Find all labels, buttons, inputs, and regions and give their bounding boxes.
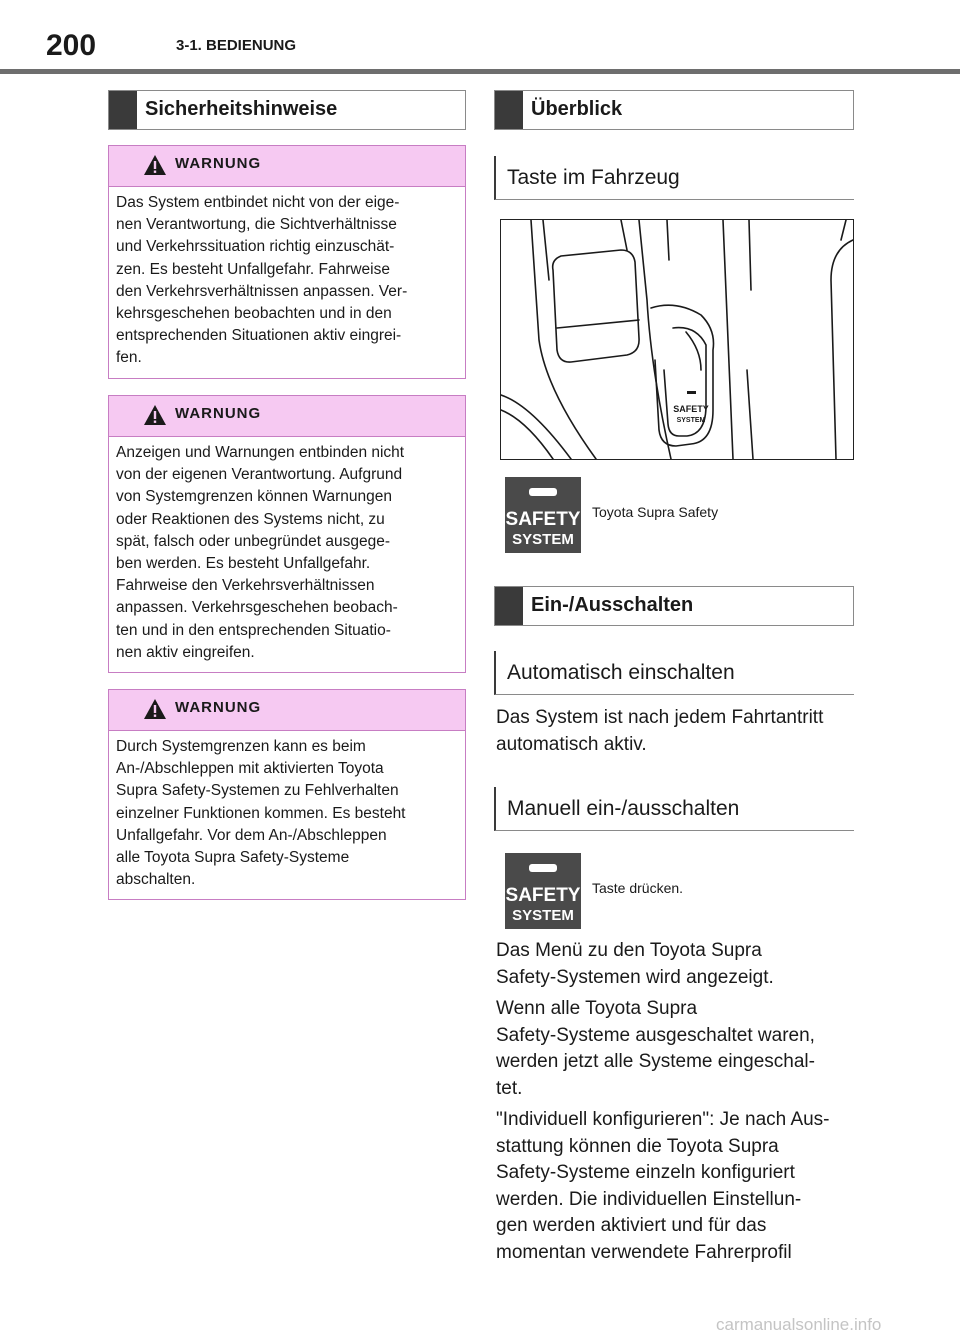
subheading-label: Automatisch einschalten (507, 661, 735, 684)
paragraph-individual: "Individuell konfigurieren": Je nach Aus- stattung können die Toyota Supra Safety-Systeme einzeln konfiguriert werden. Die individuellen Einstellun- gen werden aktiviert und für das momentan verwendete Fahrerprofil (496, 1109, 830, 1263)
page-number: 200 (46, 29, 97, 62)
heading-bar (495, 91, 523, 129)
subheading-label: Manuell ein-/ausschalten (507, 797, 740, 820)
heading-label: Überblick (531, 98, 623, 120)
photo-button-label-1: SAFETY (673, 404, 709, 414)
heading-bar (495, 587, 523, 625)
console-drawing (501, 220, 853, 459)
subheading-label: Taste im Fahrzeug (507, 166, 680, 189)
warning-label: WARNUNG (175, 155, 262, 172)
icon-text-1: SAFETY (505, 885, 581, 906)
photo-button-label-2: SYSTEM (676, 417, 706, 424)
warning-triangle-icon (143, 404, 167, 426)
icon-caption-2: Taste drücken. (592, 880, 684, 896)
warning-header (109, 396, 465, 437)
heading-label: Ein-/Ausschalten (531, 594, 694, 616)
heading-label: Sicherheitshinweise (145, 98, 338, 120)
subheading-automatisch (494, 651, 854, 695)
warning-header (109, 146, 465, 187)
icon-text-1: SAFETY (505, 509, 581, 530)
icon-text-2: SYSTEM (512, 907, 574, 924)
warning-box-3 (108, 689, 466, 900)
icon-text-2: SYSTEM (512, 531, 574, 548)
warning-triangle-icon (143, 698, 167, 720)
subheading-taste-im-fahrzeug (494, 156, 854, 200)
warning-triangle-icon (143, 154, 167, 176)
heading-bar (109, 91, 137, 129)
section-title: 3-1. BEDIENUNG (176, 37, 297, 54)
center-console-illustration (500, 219, 854, 460)
warning-label: WARNUNG (175, 405, 262, 422)
warning-box-1 (108, 145, 466, 379)
warning-header (109, 690, 465, 731)
subheading-manuell (494, 787, 854, 831)
icon-caption-1: Toyota Supra Safety (592, 504, 719, 520)
heading-sicherheitshinweise (108, 90, 466, 130)
paragraph-all-systems: Wenn alle Toyota Supra Safety-Systeme ausgeschaltet waren, werden jetzt alle Systeme eingeschal- tet. (496, 998, 815, 1099)
header-rule (0, 69, 960, 74)
watermark: carmanualsonline.info (716, 1315, 882, 1334)
heading-ueberblick (494, 90, 854, 130)
warning-text: Anzeigen und Warnungen entbinden nicht von der eigenen Verantwortung. Aufgrund von Systemgrenzen können Warnungen oder Reaktionen des Systems nicht, zu spät, falsch oder unbegründet ausgege- ben werden. Es besteht Unfallgefahr. Fahrweise den Verkehrsverhältnissen anpassen. Verkehrsgeschehen beobach- ten und in den entsprechenden Situatio- nen aktiv eingreifen. (116, 444, 405, 661)
warning-text: Durch Systemgrenzen kann es beim An-/Abschleppen mit aktivierten Toyota Supra Safety-Systemen zu Fehlverhalten einzelner Funktionen kommen. Es besteht Unfallgefahr. Vor dem An-/Abschleppen alle Toyota Supra Safety-Systeme abschalten. (116, 738, 406, 889)
warning-box-2 (108, 395, 466, 673)
safety-system-icon (505, 853, 581, 929)
safety-system-icon-graphic (505, 853, 581, 929)
warning-label: WARNUNG (175, 699, 262, 716)
auto-text: Das System ist nach jedem Fahrtantritt automatisch aktiv. (496, 707, 824, 755)
page-header (0, 0, 960, 76)
safety-system-icon (505, 477, 581, 553)
safety-system-icon-graphic (505, 477, 581, 553)
heading-ein-ausschalten (494, 586, 854, 626)
paragraph-menu: Das Menü zu den Toyota Supra Safety-Systemen wird angezeigt. (496, 940, 774, 988)
warning-text: Das System entbindet nicht von der eige- nen Verantwortung, die Sichtverhältnisse und Verkehrssituation richtig einzuschät- zen. Es besteht Unfallgefahr. Fahrweise den Verkehrsverhältnissen anpassen. Ver- kehrsgeschehen beobachten und in den entsprechenden Situationen aktiv eingrei- fen. (116, 194, 408, 367)
